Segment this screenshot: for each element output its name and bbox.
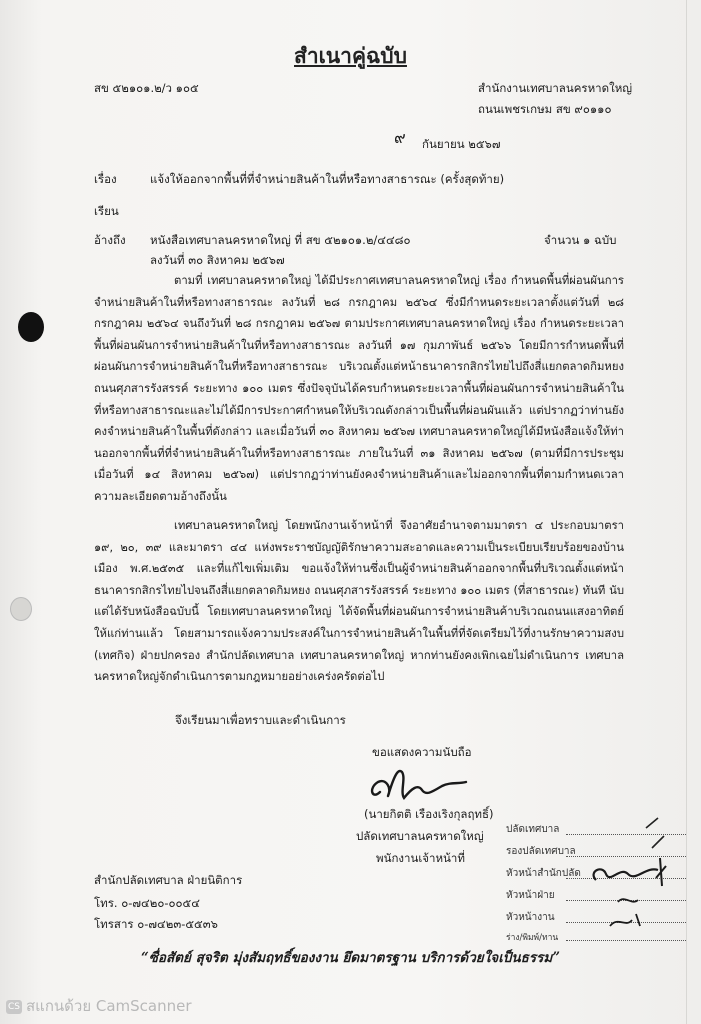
fax: โทรสาร ๐-๗๔๒๓-๕๕๓๖ — [94, 917, 218, 931]
date: กันยายน ๒๕๖๗ — [422, 137, 501, 151]
department: สำนักปลัดเทศบาล ฝ่ายนิติการ — [94, 873, 243, 887]
stamp-row-2: รองปลัดเทศบาล — [506, 846, 576, 857]
telephone: โทร. ๐-๗๔๒๐-๐๐๕๔ — [94, 896, 200, 910]
stamp-row-3: หัวหน้าสำนักปลัด — [506, 868, 581, 879]
punch-hole — [10, 597, 32, 621]
paragraph-2 — [94, 515, 624, 688]
copies-count: จำนวน ๑ ฉบับ — [544, 233, 617, 247]
subject-label: เรื่อง — [94, 172, 117, 186]
paragraph-1 — [94, 270, 624, 508]
stamp-row-1: ปลัดเทศบาล — [506, 824, 560, 835]
signer-position: ปลัดเทศบาลนครหาดใหญ่ — [356, 829, 484, 843]
ink-blot — [18, 312, 44, 342]
camscanner-logo-icon: CS — [8, 1001, 20, 1012]
date-day-handwritten: ๙ — [394, 128, 406, 147]
reference-line-2: ลงวันที่ ๓๐ สิงหาคม ๒๕๖๗ — [150, 253, 285, 267]
initials-handwriting — [566, 808, 696, 948]
regards: ขอแสดงความนับถือ — [372, 745, 472, 759]
scanner-watermark — [6, 994, 192, 1018]
org-name: สำนักงานเทศบาลนครหาดใหญ่ — [478, 81, 633, 95]
reference-label: อ้างถึง — [94, 233, 126, 247]
doc-number: สข ๕๒๑๐๑.๒/ว ๑๐๕ — [94, 81, 199, 95]
signer-role: พนักงานเจ้าหน้าที่ — [376, 851, 465, 865]
paragraph-2-text: เทศบาลนครหาดใหญ่ โดยพนักงานเจ้าหน้าที่ จึงอาศัยอำนาจตามมาตรา ๔ ประกอบมาตรา ๑๙, ๒๐, ๓๙ และมาตรา ๔๔ แห่งพระราชบัญญัติรักษาความสะอาดและความเป็นระเบียบเรียบร้อยของบ้านเมือง พ.ศ.๒๕๓๕ และที่แก้ไขเพิ่มเติม ขอแจ้งให้ท่านซึ่งเป็นผู้จำหน่ายสินค้าออกจากพื้นที่บริเวณตั้งแต่หน้าธนาคารกสิกรไทยไปจนถึงสี่แยกตลาดกิมหยง ถนนศุภสารรังสรรค์ ระยะทาง ๑๐๐ เมตร (ที่สาธารณะ) ทันที นับแต่ได้รับหนังสือฉบับนี้ โดยเทศบาลนครหาดใหญ่ ได้จัดพื้นที่ผ่อนผันการจำหน่ายสินค้าบริเวณถนนแสงอาทิตย์ให้แก่ท่านแล้ว โดยสามารถแจ้งความประสงค์ในการจำหน่ายสินค้าในพื้นที่ที่จัดเตรียมไว้ที่งานรักษาความสงบ (เทศกิจ) ฝ่ายปกครอง สำนักปลัดเทศบาล เทศบาลนครหาดใหญ่ หากท่านยังคงเพิกเฉยไม่ดำเนินการ เทศบาลนครหาดใหญ่จักดำเนินการตามกฎหมายอย่างเคร่งครัดต่อไป — [94, 519, 624, 684]
stamp-row-5: หัวหน้างาน — [506, 912, 555, 923]
stamp-row-4: หัวหน้าฝ่าย — [506, 890, 555, 901]
salutation-label: เรียน — [94, 204, 119, 218]
stamp-row-6: ร่าง/พิมพ์/ทาน — [506, 933, 559, 943]
signature — [362, 762, 472, 812]
paragraph-1-text: ตามที่ เทศบาลนครหาดใหญ่ ได้มีประกาศเทศบาลนครหาดใหญ่ เรื่อง กำหนดพื้นที่ผ่อนผันการจำหน่ายสินค้าในที่หรือทางสาธารณะ ลงวันที่ ๒๘ กรกฎาคม ๒๕๖๔ ซึ่งมีกำหนดระยะเวลาตั้งแต่วันที่ ๒๘ กรกฎาคม ๒๕๖๔ จนถึงวันที่ ๒๘ กรกฎาคม ๒๕๖๗ ตามประกาศเทศบาลนครหาดใหญ่ เรื่อง กำหนดระยะเวลาพื้นที่ผ่อนผันการจำหน่ายสินค้าในที่หรือทางสาธารณะ ลงวันที่ ๑๗ กุมภาพันธ์ ๒๕๖๖ โดยมีการกำหนดพื้นที่ผ่อนผันการจำหน่ายสินค้าในที่หรือทางสาธารณะ บริเวณตั้งแต่หน้าธนาคารกสิกรไทยไปถึงสี่แยกตลาดกิมหยง ถนนศุภสารรังสรรค์ ระยะทาง ๑๐๐ เมตร ซึ่งปัจจุบันได้ครบกำหนดระยะเวลาพื้นที่ผ่อนผันการจำหน่ายสินค้าในที่หรือทางสาธารณะและไม่ได้มีการประกาศกำหนดให้บริเวณดังกล่าวเป็นพื้นที่ผ่อนผันแล้ว แต่ปรากฏว่าท่านยังคงจำหน่ายสินค้าในพื้นที่ดังกล่าว และเมื่อวันที่ ๓๐ สิงหาคม ๒๕๖๗ เทศบาลนครหาดใหญ่ได้มีหนังสือแจ้งให้ท่านออกจากพื้นที่ที่จำหน่ายสินค้าในที่หรือทางสาธารณะ ภายในวันที่ ๓๑ สิงหาคม ๒๕๖๗ (ตามที่มีการประชุมเมื่อวันที่ ๑๔ สิงหาคม ๒๕๖๗) แต่ปรากฏว่าท่านยังคงจำหน่ายสินค้าและไม่ออกจากพื้นที่ตามกำหนดเวลา ความละเอียดตามอ้างถึงนั้น — [94, 274, 624, 503]
watermark-text: สแกนด้วย CamScanner — [26, 997, 192, 1015]
reference-line-1: หนังสือเทศบาลนครหาดใหญ่ ที่ สข ๕๒๑๐๑.๒/๔๔๘๐ — [150, 233, 411, 247]
signer-name: (นายกิตติ เรืองเริงกุลฤทธิ์) — [364, 807, 494, 821]
page-title: สำเนาคู่ฉบับ — [294, 43, 407, 68]
closing-request: จึงเรียนมาเพื่อทราบและดำเนินการ — [175, 713, 346, 727]
subject: แจ้งให้ออกจากพื้นที่ที่จำหน่ายสินค้าในที่หรือทางสาธารณะ (ครั้งสุดท้าย) — [150, 172, 505, 186]
org-address: ถนนเพชรเกษม สข ๙๐๑๑๐ — [478, 102, 612, 116]
organization-motto: “ซื่อสัตย์ สุจริต มุ่งสัมฤทธิ์ของงาน ยึดมาตรฐาน บริการด้วยใจเป็นธรรม” — [140, 950, 561, 966]
